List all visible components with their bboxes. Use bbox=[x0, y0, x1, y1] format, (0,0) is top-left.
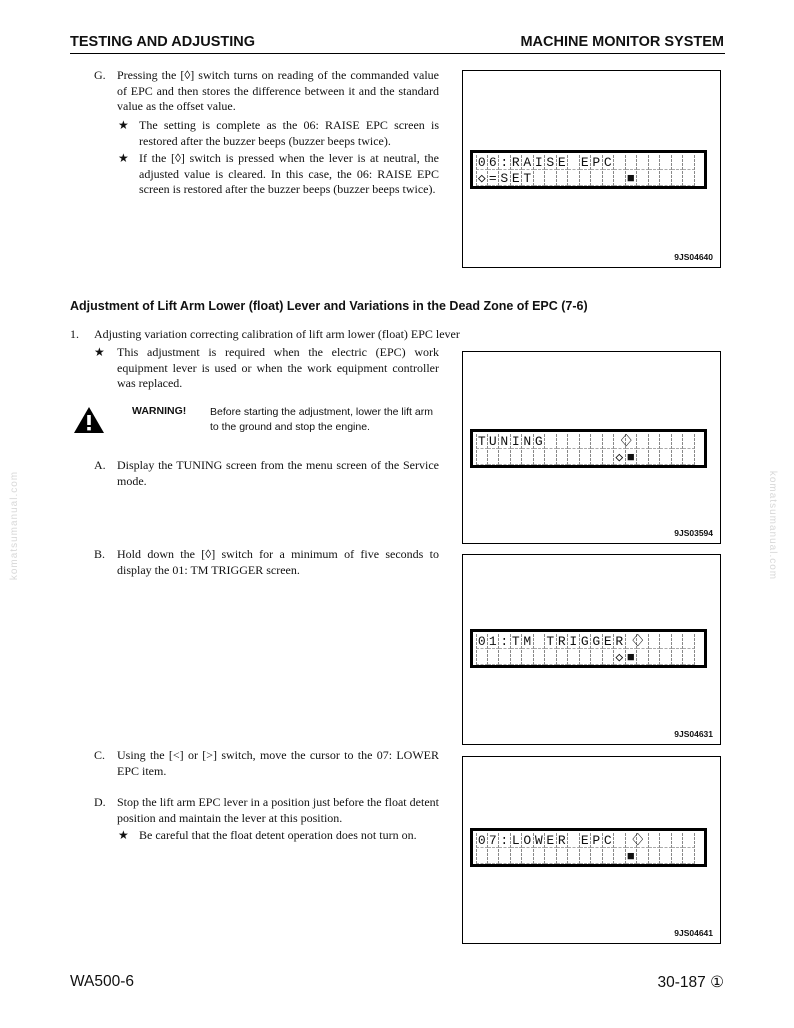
lcd-line-2 bbox=[476, 650, 701, 666]
lcd-char-cell: A bbox=[522, 155, 534, 170]
lcd-char-cell bbox=[672, 450, 684, 465]
lcd-char-cell: I bbox=[511, 434, 523, 449]
lcd-char-cell bbox=[683, 849, 695, 864]
lcd-char-cell: N bbox=[522, 434, 534, 449]
step-g-note-1: The setting is complete as the 06: RAISE EPC screen is restored after the buzzer beeps (buzzer beeps twice). bbox=[139, 118, 439, 148]
lcd-char-cell bbox=[568, 155, 580, 170]
step-g-label: G. bbox=[94, 68, 106, 82]
star-icon: ★ bbox=[118, 118, 129, 132]
lcd-char-cell: 〉 bbox=[625, 434, 639, 449]
lcd-char-cell: T bbox=[477, 434, 486, 449]
lcd-char-cell bbox=[545, 450, 557, 465]
lcd-char-cell: G bbox=[580, 634, 592, 649]
lcd-char-cell bbox=[545, 849, 557, 864]
lcd-char-cell bbox=[672, 833, 684, 848]
lcd-char-cell: G bbox=[534, 434, 546, 449]
lcd-char-cell: C bbox=[603, 833, 615, 848]
lcd-char-cell bbox=[499, 849, 511, 864]
lcd-char-cell bbox=[649, 450, 661, 465]
item-1-label: 1. bbox=[70, 327, 79, 341]
lcd-char-cell bbox=[660, 833, 672, 848]
lcd-char-cell bbox=[591, 434, 603, 449]
lcd-char-cell bbox=[591, 171, 603, 186]
lcd-char-cell bbox=[614, 155, 626, 170]
lcd-char-cell bbox=[511, 849, 523, 864]
lcd-char-cell bbox=[534, 634, 546, 649]
figure-code: 9JS04631 bbox=[674, 729, 713, 739]
step-g-text: Pressing the [◊] switch turns on reading of the commanded value of EPC and then stores the difference between it and the standard value as the offset value. bbox=[117, 68, 439, 113]
lcd-char-cell bbox=[672, 434, 684, 449]
lcd-char-cell: P bbox=[591, 833, 603, 848]
lcd-char-cell bbox=[672, 650, 684, 665]
lcd-char-cell bbox=[672, 634, 684, 649]
lcd-char-cell bbox=[580, 434, 592, 449]
star-icon: ★ bbox=[118, 151, 129, 165]
lcd-char-cell bbox=[522, 450, 534, 465]
figure-code: 9JS04640 bbox=[674, 252, 713, 262]
lcd-char-cell: W bbox=[534, 833, 546, 848]
lcd-char-cell: T bbox=[522, 171, 534, 186]
lcd-char-cell bbox=[568, 450, 580, 465]
lcd-line-2 bbox=[476, 171, 701, 187]
lcd-char-cell bbox=[545, 434, 557, 449]
lcd-char-cell bbox=[511, 650, 523, 665]
lcd-char-cell: 〈 bbox=[614, 434, 628, 449]
lcd-char-cell bbox=[568, 833, 580, 848]
lcd-char-cell bbox=[557, 450, 569, 465]
lcd-char-cell bbox=[557, 650, 569, 665]
step-a-label: A. bbox=[94, 458, 106, 472]
lcd-char-cell bbox=[580, 171, 592, 186]
header-left: TESTING AND ADJUSTING bbox=[70, 34, 256, 50]
lcd-char-cell: E bbox=[580, 155, 592, 170]
lcd-char-cell: M bbox=[522, 634, 534, 649]
lcd-char-cell: 〈 bbox=[625, 833, 639, 848]
lcd-char-cell bbox=[603, 849, 615, 864]
lcd-char-cell bbox=[683, 650, 695, 665]
lcd-char-cell: R bbox=[511, 155, 523, 170]
lcd-char-cell: 6 bbox=[488, 155, 500, 170]
lcd-char-cell bbox=[614, 171, 626, 186]
step-g-note-2: If the [◊] switch is pressed when the lever is at neutral, the adjusted value is cleared. In this case, the 06: RAISE EPC screen is restored after the buzzer beeps (buzzer beeps twice). bbox=[139, 151, 439, 196]
warning-text: Before starting the adjustment, lower the lift arm to the ground and stop the engine. bbox=[210, 406, 433, 433]
lcd-char-cell bbox=[534, 650, 546, 665]
warning-icon bbox=[73, 406, 105, 434]
lcd-char-cell bbox=[649, 849, 661, 864]
step-d-text: Stop the lift arm EPC lever in a position just before the float detent position and maintain the lever at this position. bbox=[117, 795, 439, 825]
lcd-char-cell bbox=[649, 833, 661, 848]
star-icon: ★ bbox=[94, 345, 105, 359]
step-d-note: Be careful that the float detent operation does not turn on. bbox=[139, 828, 417, 842]
lcd-char-cell: N bbox=[499, 434, 511, 449]
section-title: Adjustment of Lift Arm Lower (float) Lever and Variations in the Dead Zone of EPC (7-6) bbox=[70, 299, 588, 313]
lcd-char-cell bbox=[534, 849, 546, 864]
lcd-char-cell bbox=[568, 434, 580, 449]
header-rule bbox=[70, 53, 725, 54]
lcd-char-cell bbox=[649, 171, 661, 186]
lcd-char-cell bbox=[488, 849, 500, 864]
lcd-char-cell bbox=[614, 833, 626, 848]
lcd-char-cell: I bbox=[534, 155, 546, 170]
lcd-char-cell bbox=[488, 650, 500, 665]
lcd-char-cell bbox=[637, 171, 649, 186]
lcd-char-cell bbox=[568, 849, 580, 864]
item-1-text: Adjusting variation correcting calibration of lift arm lower (float) EPC lever bbox=[94, 327, 460, 341]
lcd-char-cell bbox=[568, 171, 580, 186]
lcd-char-cell: 〉 bbox=[637, 833, 651, 848]
lcd-char-cell bbox=[649, 650, 661, 665]
lcd-char-cell bbox=[660, 450, 672, 465]
lcd-char-cell bbox=[591, 650, 603, 665]
lcd-char-cell bbox=[476, 650, 488, 665]
lcd-char-cell: E bbox=[580, 833, 592, 848]
lcd-char-cell: U bbox=[488, 434, 500, 449]
lcd-char-cell bbox=[488, 450, 500, 465]
watermark-right: komatsumanual.com bbox=[767, 470, 779, 581]
lcd-char-cell: R bbox=[614, 634, 626, 649]
lcd-char-cell bbox=[580, 650, 592, 665]
lcd-char-cell bbox=[626, 155, 638, 170]
lcd-char-cell: ■ bbox=[626, 849, 638, 864]
lcd-char-cell: S bbox=[499, 171, 511, 186]
lcd-char-cell bbox=[660, 434, 672, 449]
lcd-char-cell bbox=[557, 849, 569, 864]
lcd-char-cell: ◇ bbox=[614, 450, 626, 465]
lcd-char-cell: 〈 bbox=[625, 634, 639, 649]
lcd-char-cell bbox=[545, 171, 557, 186]
lcd-char-cell bbox=[499, 450, 511, 465]
lcd-line-2 bbox=[476, 849, 701, 865]
lcd-line-1 bbox=[476, 833, 701, 849]
lcd-char-cell bbox=[637, 155, 649, 170]
lcd-char-cell bbox=[649, 634, 661, 649]
lcd-char-cell bbox=[499, 650, 511, 665]
lcd-char-cell bbox=[660, 171, 672, 186]
figure-tuning bbox=[462, 351, 721, 544]
lcd-char-cell: T bbox=[511, 634, 523, 649]
lcd-char-cell: 0 bbox=[477, 833, 486, 848]
lcd-char-cell bbox=[660, 634, 672, 649]
warning-label: WARNING! bbox=[132, 405, 187, 417]
lcd-char-cell bbox=[660, 849, 672, 864]
lcd-char-cell: ■ bbox=[626, 171, 638, 186]
lcd-char-cell bbox=[534, 171, 546, 186]
lcd-char-cell: T bbox=[545, 634, 557, 649]
lcd-char-cell bbox=[522, 650, 534, 665]
lcd-char-cell: ■ bbox=[626, 650, 638, 665]
lcd-char-cell: : bbox=[499, 155, 511, 170]
lcd-char-cell bbox=[522, 849, 534, 864]
lcd-char-cell: 〉 bbox=[637, 634, 651, 649]
lcd-char-cell bbox=[603, 171, 615, 186]
lcd-char-cell bbox=[649, 155, 661, 170]
lcd-display bbox=[470, 629, 707, 668]
lcd-char-cell bbox=[476, 849, 488, 864]
lcd-char-cell bbox=[637, 450, 649, 465]
lcd-char-cell bbox=[649, 434, 661, 449]
lcd-char-cell: ◇ bbox=[614, 650, 626, 665]
lcd-char-cell: L bbox=[511, 833, 523, 848]
lcd-char-cell bbox=[637, 434, 649, 449]
figure-raise-epc bbox=[462, 70, 721, 268]
lcd-char-cell bbox=[637, 650, 649, 665]
lcd-char-cell bbox=[557, 171, 569, 186]
lcd-char-cell bbox=[603, 650, 615, 665]
lcd-char-cell: E bbox=[511, 171, 523, 186]
lcd-char-cell: : bbox=[499, 833, 511, 848]
lcd-char-cell: G bbox=[591, 634, 603, 649]
lcd-char-cell: R bbox=[557, 634, 569, 649]
lcd-char-cell: 0 bbox=[477, 155, 486, 170]
lcd-char-cell bbox=[545, 650, 557, 665]
item-1-note: This adjustment is required when the electric (EPC) work equipment lever is used or when the work equipment controller was replaced. bbox=[117, 345, 439, 390]
lcd-char-cell: 1 bbox=[488, 634, 500, 649]
lcd-char-cell bbox=[603, 450, 615, 465]
lcd-char-cell bbox=[591, 849, 603, 864]
lcd-char-cell bbox=[568, 650, 580, 665]
lcd-line-1 bbox=[476, 434, 701, 450]
lcd-line-1 bbox=[476, 155, 701, 171]
lcd-char-cell bbox=[614, 849, 626, 864]
footer-model: WA500-6 bbox=[70, 973, 135, 990]
watermark-left: komatsumanual.com bbox=[9, 470, 21, 581]
lcd-char-cell: : bbox=[499, 634, 511, 649]
lcd-char-cell: E bbox=[545, 833, 557, 848]
header-right: MACHINE MONITOR SYSTEM bbox=[520, 34, 724, 50]
figure-tm-trigger bbox=[462, 554, 721, 745]
lcd-char-cell bbox=[683, 155, 695, 170]
lcd-char-cell bbox=[683, 634, 695, 649]
lcd-char-cell bbox=[672, 171, 684, 186]
figure-code: 9JS03594 bbox=[674, 528, 713, 538]
lcd-char-cell: O bbox=[522, 833, 534, 848]
lcd-line-1 bbox=[476, 634, 701, 650]
footer-page-number: 30-187 ① bbox=[657, 974, 724, 991]
step-c-label: C. bbox=[94, 748, 106, 762]
step-b-text: Hold down the [◊] switch for a minimum of five seconds to display the 01: TM TRIGGER screen. bbox=[117, 547, 439, 577]
lcd-char-cell bbox=[591, 450, 603, 465]
lcd-display bbox=[470, 150, 707, 189]
lcd-char-cell bbox=[672, 849, 684, 864]
lcd-char-cell bbox=[557, 434, 569, 449]
lcd-char-cell: ◇ bbox=[477, 170, 486, 186]
lcd-char-cell: = bbox=[488, 171, 500, 186]
lcd-line-2 bbox=[476, 450, 701, 466]
lcd-char-cell bbox=[534, 450, 546, 465]
step-c-text: Using the [<] or [>] switch, move the cursor to the 07: LOWER EPC item. bbox=[117, 748, 439, 778]
lcd-char-cell: R bbox=[557, 833, 569, 848]
lcd-char-cell bbox=[603, 434, 615, 449]
lcd-char-cell: S bbox=[545, 155, 557, 170]
lcd-char-cell bbox=[660, 650, 672, 665]
lcd-char-cell: I bbox=[568, 634, 580, 649]
star-icon: ★ bbox=[118, 828, 129, 842]
lcd-char-cell bbox=[580, 849, 592, 864]
step-d-label: D. bbox=[94, 795, 106, 809]
figure-lower-epc bbox=[462, 756, 721, 944]
step-a-text: Display the TUNING screen from the menu screen of the Service mode. bbox=[117, 458, 439, 488]
lcd-char-cell: P bbox=[591, 155, 603, 170]
lcd-char-cell bbox=[683, 833, 695, 848]
step-b-label: B. bbox=[94, 547, 106, 561]
lcd-char-cell bbox=[476, 450, 488, 465]
lcd-display bbox=[470, 429, 707, 468]
lcd-char-cell bbox=[511, 450, 523, 465]
lcd-char-cell: 7 bbox=[488, 833, 500, 848]
lcd-char-cell: 0 bbox=[477, 634, 486, 649]
figure-code: 9JS04641 bbox=[674, 928, 713, 938]
lcd-char-cell bbox=[683, 450, 695, 465]
lcd-char-cell: C bbox=[603, 155, 615, 170]
lcd-display bbox=[470, 828, 707, 867]
lcd-char-cell: E bbox=[603, 634, 615, 649]
lcd-char-cell bbox=[660, 155, 672, 170]
lcd-char-cell bbox=[683, 171, 695, 186]
lcd-char-cell bbox=[580, 450, 592, 465]
lcd-char-cell: ■ bbox=[626, 450, 638, 465]
lcd-char-cell bbox=[637, 849, 649, 864]
lcd-char-cell bbox=[683, 434, 695, 449]
lcd-char-cell bbox=[672, 155, 684, 170]
lcd-char-cell: E bbox=[557, 155, 569, 170]
